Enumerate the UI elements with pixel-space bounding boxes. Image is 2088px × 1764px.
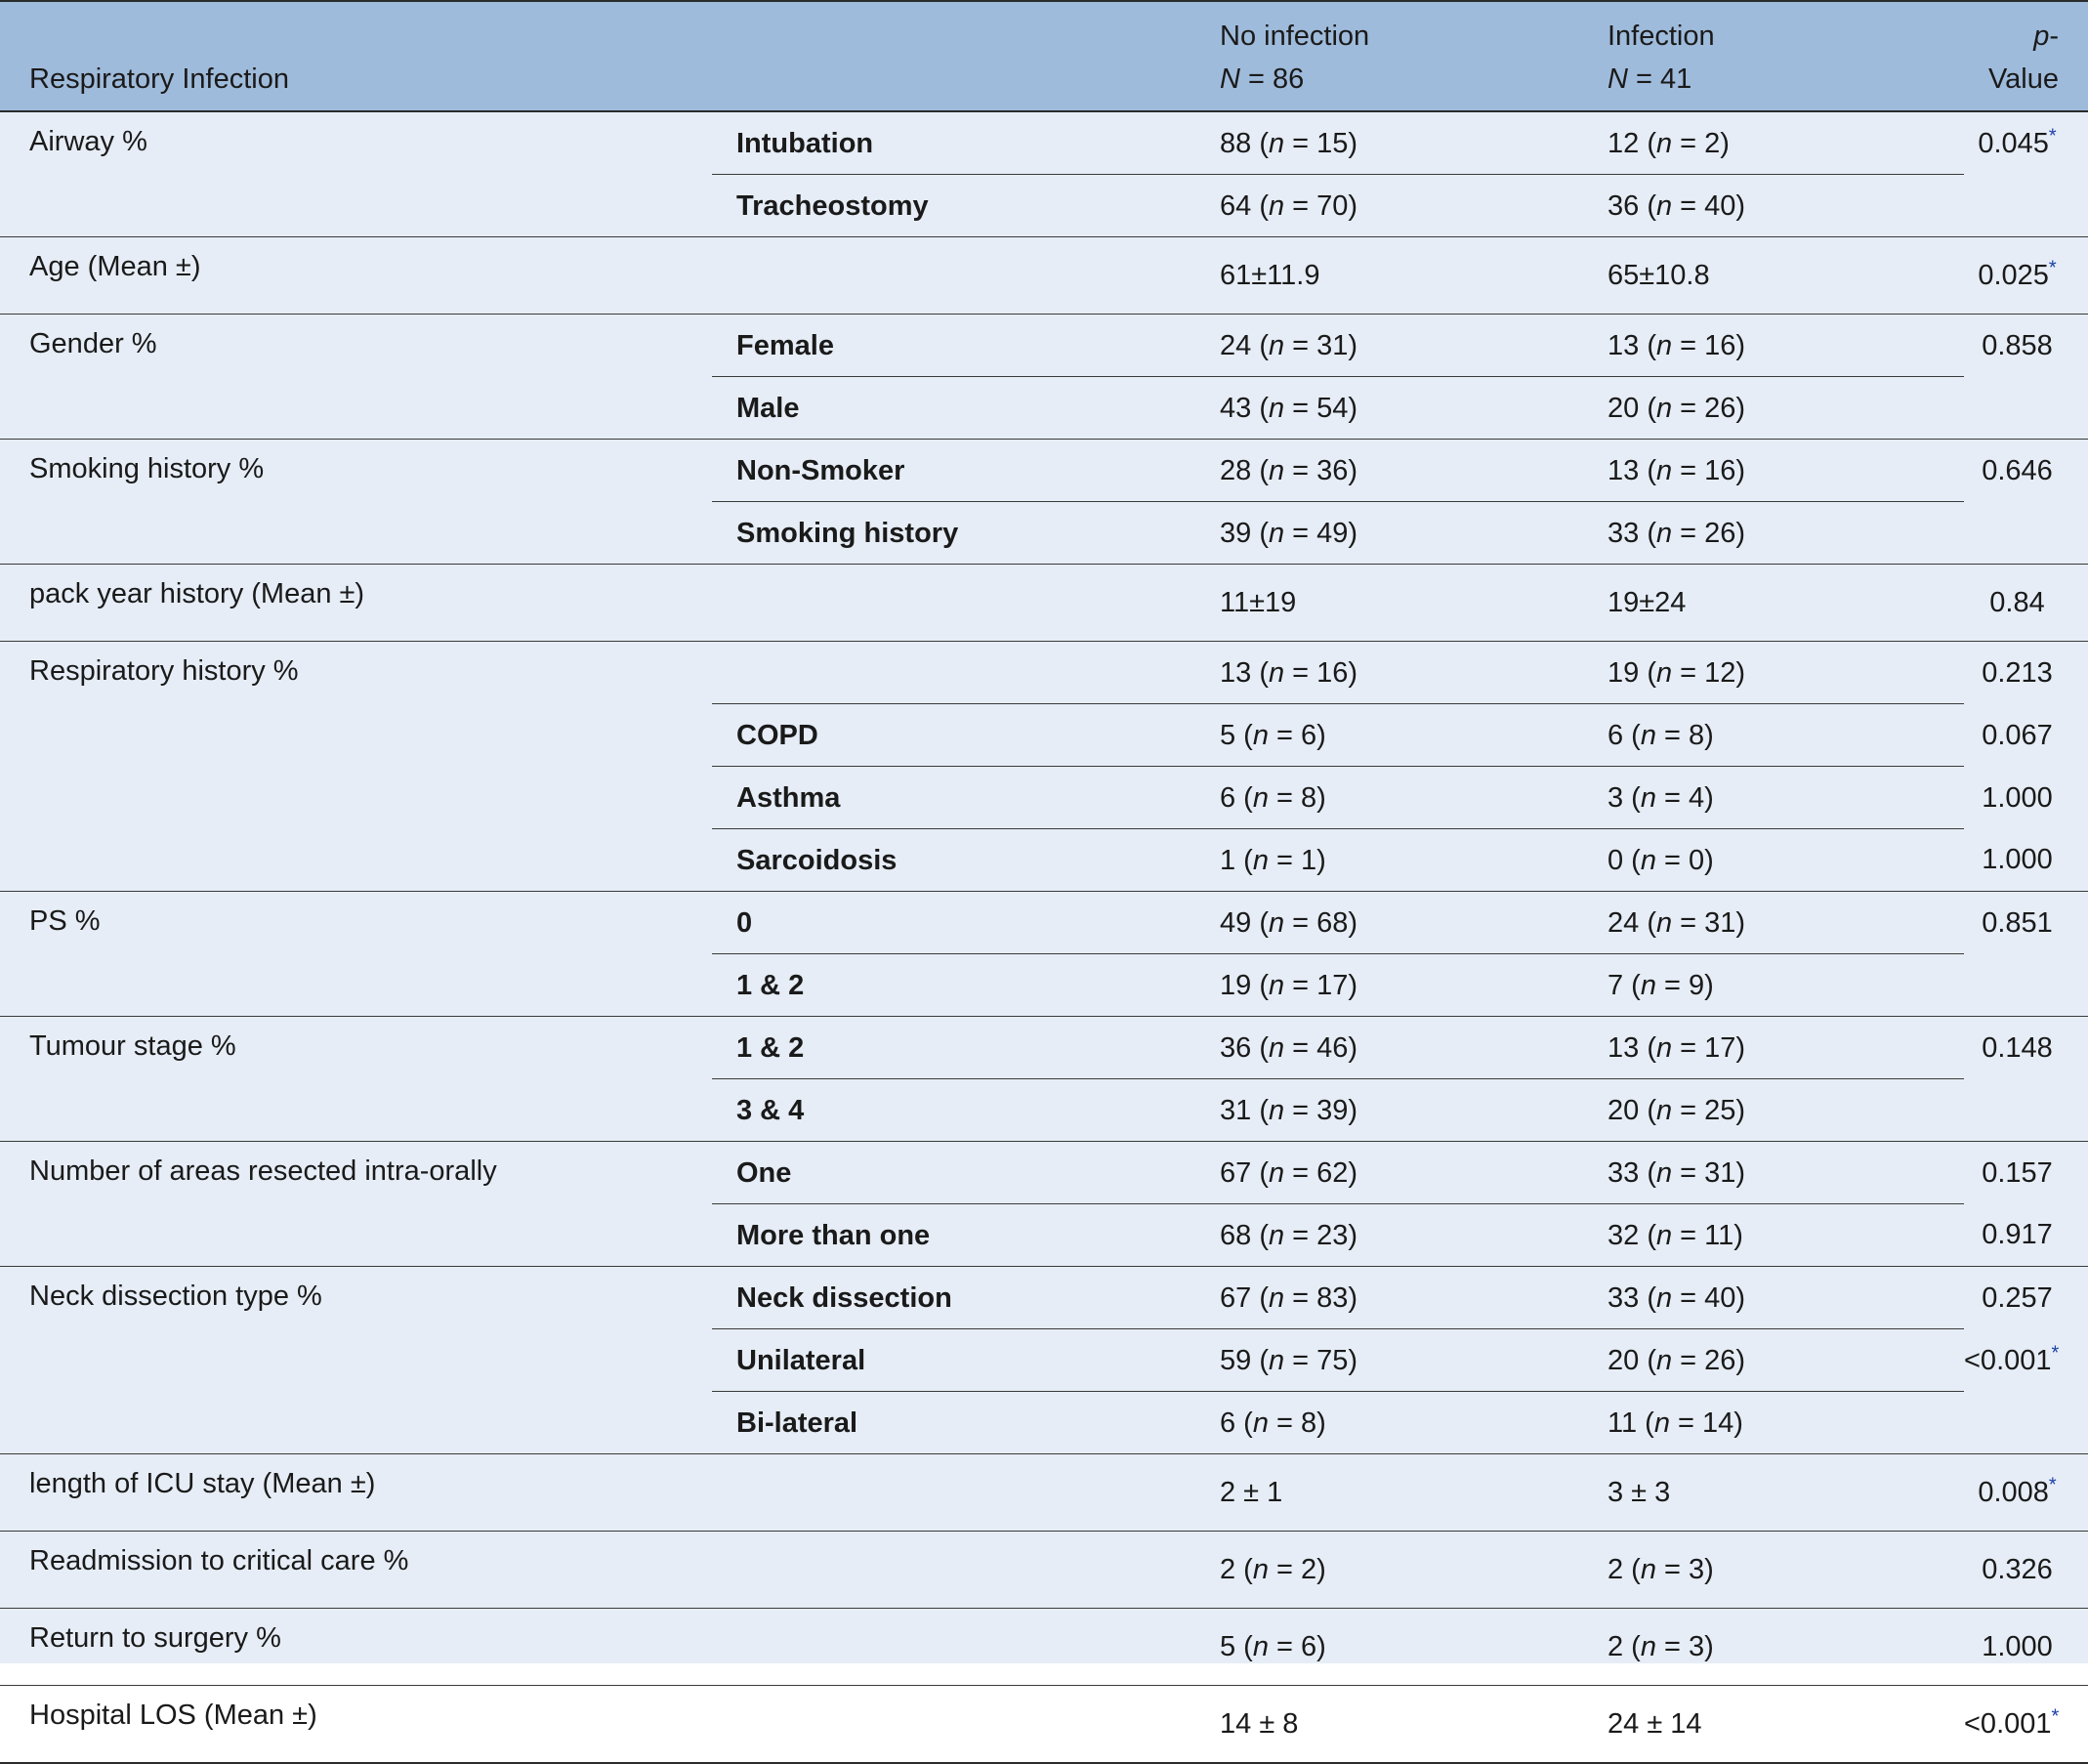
row-subcategory: Unilateral	[712, 1329, 1190, 1392]
header-subcategory	[712, 1, 1190, 111]
cell-no-infection: 59 (n = 75)	[1190, 1329, 1578, 1392]
p-value-number: 0.025	[1978, 260, 2049, 291]
cell-no-infection: 19 (n = 17)	[1190, 954, 1578, 1017]
significance-marker[interactable]: *	[2051, 1341, 2060, 1364]
row-subcategory: Neck dissection	[712, 1267, 1190, 1329]
cell-infection: 33 (n = 26)	[1578, 502, 1964, 565]
p-value-number: 0.257	[1982, 1281, 2053, 1314]
header-p-value	[1964, 1, 2088, 111]
row-subcategory	[712, 1609, 1190, 1686]
p-value-number: 0.008	[1978, 1477, 2049, 1508]
row-subcategory: Sarcoidosis	[712, 829, 1190, 892]
header-p-value-prefix: p	[2033, 21, 2050, 52]
row-subcategory: Bi-lateral	[712, 1392, 1190, 1454]
row-label: Hospital LOS (Mean ±)	[0, 1686, 712, 1764]
p-value-text	[1976, 588, 2059, 617]
cell-no-infection: 88 (n = 15)	[1190, 111, 1578, 175]
n-symbol: n	[1252, 1407, 1269, 1439]
p-value-text	[1976, 970, 2059, 999]
row-subcategory	[712, 565, 1190, 642]
cell-infection: 32 (n = 11)	[1578, 1204, 1964, 1267]
p-value-text	[1976, 331, 2059, 360]
cell-no-infection: 31 (n = 39)	[1190, 1079, 1578, 1142]
cell-p-value	[1964, 175, 2088, 237]
row-subcategory	[712, 1454, 1190, 1532]
cell-infection: 7 (n = 9)	[1578, 954, 1964, 1017]
p-value-number: 0.917	[1982, 1219, 2053, 1251]
n-symbol: n	[1252, 719, 1269, 751]
n-symbol: n	[1640, 1631, 1656, 1662]
cell-infection: 33 (n = 40)	[1578, 1267, 1964, 1329]
n-symbol: n	[1268, 454, 1285, 486]
row-label: Number of areas resected intra-orally	[0, 1142, 712, 1267]
n-symbol: n	[1268, 517, 1285, 549]
n-symbol: n	[1640, 844, 1656, 876]
cell-p-value	[1964, 1686, 2088, 1764]
cell-no-infection: 61±11.9	[1190, 237, 1578, 315]
header-infection-label: Infection	[1608, 21, 1715, 52]
cell-no-infection: 43 (n = 54)	[1190, 377, 1578, 440]
p-value-text	[1976, 456, 2059, 485]
significance-marker[interactable]: *	[2048, 125, 2057, 147]
table-header	[0, 1, 2088, 111]
n-symbol: n	[1268, 1281, 1285, 1314]
row-label: Neck dissection type %	[0, 1267, 712, 1454]
row-subcategory: 1 & 2	[712, 1017, 1190, 1079]
p-value-text	[1976, 393, 2059, 422]
cell-infection: 20 (n = 25)	[1578, 1079, 1964, 1142]
cell-infection: 33 (n = 31)	[1578, 1142, 1964, 1204]
row-subcategory: Male	[712, 377, 1190, 440]
p-value-text	[1976, 1158, 2059, 1188]
n-symbol: n	[1640, 1554, 1656, 1585]
cell-p-value	[1964, 1079, 2088, 1142]
table-row	[0, 1454, 2088, 1532]
cell-p-value	[1964, 1392, 2088, 1454]
n-symbol: n	[1655, 906, 1673, 939]
table-row	[0, 565, 2088, 642]
p-value-text	[1976, 1632, 2059, 1661]
row-label: PS %	[0, 892, 712, 1017]
table-row	[0, 1532, 2088, 1609]
p-value-number: 0.326	[1982, 1554, 2053, 1585]
row-subcategory	[712, 1686, 1190, 1764]
header-no-infection-label: No infection	[1220, 21, 1370, 52]
cell-infection: 2 (n = 3)	[1578, 1609, 1964, 1686]
table-row	[0, 892, 2088, 954]
table-row	[0, 237, 2088, 315]
p-value-number: 1.000	[1982, 1631, 2053, 1662]
cell-no-infection: 36 (n = 46)	[1190, 1017, 1578, 1079]
n-symbol: n	[1268, 1094, 1285, 1126]
p-value-text	[1976, 190, 2059, 220]
row-subcategory: One	[712, 1142, 1190, 1204]
p-value-text	[1976, 518, 2059, 547]
table-row	[0, 1017, 2088, 1079]
p-value-text	[1964, 1341, 2060, 1376]
cell-p-value	[1964, 1609, 2088, 1686]
cell-infection: 3 ± 3	[1578, 1454, 1964, 1532]
header-no-infection-n	[1220, 58, 1578, 101]
cell-infection: 65±10.8	[1578, 237, 1964, 315]
n-symbol: n	[1252, 844, 1269, 876]
cell-p-value	[1964, 1204, 2088, 1267]
table-row	[0, 1267, 2088, 1329]
n-symbol: n	[1655, 517, 1673, 549]
p-value-text	[1976, 1407, 2059, 1437]
p-value-number: 0.851	[1982, 906, 2053, 939]
n-symbol: n	[1268, 906, 1285, 939]
n-symbol: n	[1655, 1156, 1673, 1189]
cell-no-infection: 14 ± 8	[1190, 1686, 1578, 1764]
cell-infection: 0 (n = 0)	[1578, 829, 1964, 892]
p-value-text	[1976, 908, 2059, 938]
significance-marker[interactable]: *	[2048, 257, 2057, 279]
row-subcategory: Smoking history	[712, 502, 1190, 565]
cell-infection: 20 (n = 26)	[1578, 377, 1964, 440]
p-value-text	[1976, 845, 2059, 874]
n-symbol: n	[1655, 454, 1673, 486]
header-no-infection-n-symbol: N	[1220, 63, 1240, 95]
n-symbol: n	[1252, 1631, 1269, 1662]
p-value-number: 0.067	[1982, 719, 2053, 751]
cell-p-value	[1964, 111, 2088, 175]
cell-p-value	[1964, 377, 2088, 440]
p-value-number: <0.001	[1964, 1344, 2052, 1376]
header-infection-n	[1608, 58, 1964, 101]
cell-p-value	[1964, 1454, 2088, 1532]
cell-infection: 11 (n = 14)	[1578, 1392, 1964, 1454]
cell-p-value	[1964, 1267, 2088, 1329]
row-label: pack year history (Mean ±)	[0, 565, 712, 642]
cell-p-value	[1964, 1142, 2088, 1204]
table-row	[0, 642, 2088, 704]
n-symbol: n	[1268, 1031, 1285, 1064]
cell-infection: 2 (n = 3)	[1578, 1532, 1964, 1609]
table-row	[0, 440, 2088, 502]
cell-infection: 13 (n = 16)	[1578, 440, 1964, 502]
row-subcategory: 3 & 4	[712, 1079, 1190, 1142]
row-subcategory: Female	[712, 315, 1190, 377]
significance-marker[interactable]: *	[2048, 1474, 2057, 1496]
p-value-text	[1976, 1474, 2059, 1508]
cell-p-value	[1964, 440, 2088, 502]
cell-infection: 13 (n = 17)	[1578, 1017, 1964, 1079]
cell-infection: 20 (n = 26)	[1578, 1329, 1964, 1392]
header-row	[0, 1, 2088, 111]
n-symbol: n	[1640, 719, 1656, 751]
cell-infection: 19±24	[1578, 565, 1964, 642]
cell-no-infection: 13 (n = 16)	[1190, 642, 1578, 704]
n-symbol: n	[1252, 1554, 1269, 1585]
table-row	[0, 1686, 2088, 1764]
p-value-number: 0.858	[1982, 329, 2053, 361]
row-subcategory	[712, 642, 1190, 704]
n-symbol: n	[1655, 656, 1673, 689]
p-value-number: 0.148	[1982, 1031, 2053, 1064]
cell-infection: 12 (n = 2)	[1578, 111, 1964, 175]
table-body	[0, 111, 2088, 1763]
cell-infection: 6 (n = 8)	[1578, 704, 1964, 767]
cell-infection: 24 (n = 31)	[1578, 892, 1964, 954]
p-value-text	[1976, 658, 2059, 688]
cell-p-value	[1964, 1329, 2088, 1392]
header-infection	[1578, 1, 1964, 111]
p-value-text	[1976, 1033, 2059, 1063]
cell-no-infection: 67 (n = 62)	[1190, 1142, 1578, 1204]
cell-p-value	[1964, 1532, 2088, 1609]
row-subcategory	[712, 237, 1190, 315]
row-label: Readmission to critical care %	[0, 1532, 712, 1609]
p-value-number: 0.045	[1978, 127, 2049, 159]
row-subcategory: More than one	[712, 1204, 1190, 1267]
row-label: Airway %	[0, 111, 712, 237]
cell-infection: 36 (n = 40)	[1578, 175, 1964, 237]
cell-p-value	[1964, 315, 2088, 377]
row-subcategory: Asthma	[712, 767, 1190, 829]
p-value-text	[1976, 783, 2059, 813]
row-label: Respiratory history %	[0, 642, 712, 892]
cell-infection: 3 (n = 4)	[1578, 767, 1964, 829]
p-value-text	[1976, 1555, 2059, 1584]
cell-infection: 24 ± 14	[1578, 1686, 1964, 1764]
cell-p-value	[1964, 954, 2088, 1017]
n-symbol: n	[1655, 329, 1673, 361]
row-label: length of ICU stay (Mean ±)	[0, 1454, 712, 1532]
p-value-text	[1976, 257, 2059, 291]
cell-p-value	[1964, 565, 2088, 642]
n-symbol: n	[1268, 1156, 1285, 1189]
p-value-number: <0.001	[1964, 1708, 2052, 1740]
cell-p-value	[1964, 237, 2088, 315]
row-label: Return to surgery %	[0, 1609, 712, 1686]
p-value-number: 0.84	[1989, 587, 2045, 618]
row-label: Age (Mean ±)	[0, 237, 712, 315]
n-symbol: n	[1655, 189, 1673, 222]
row-subcategory: Intubation	[712, 111, 1190, 175]
n-symbol: n	[1252, 781, 1269, 814]
header-p-value-suffix: -Value	[1987, 21, 2059, 95]
table-row	[0, 1142, 2088, 1204]
cell-no-infection: 6 (n = 8)	[1190, 767, 1578, 829]
row-label: Smoking history %	[0, 440, 712, 565]
header-infection-n-value: = 41	[1627, 63, 1692, 95]
p-value-text	[1976, 125, 2059, 159]
n-symbol: n	[1655, 1219, 1673, 1251]
cell-no-infection: 6 (n = 8)	[1190, 1392, 1578, 1454]
n-symbol: n	[1653, 1407, 1670, 1439]
row-subcategory: 0	[712, 892, 1190, 954]
cell-no-infection: 67 (n = 83)	[1190, 1267, 1578, 1329]
cell-p-value	[1964, 892, 2088, 954]
p-value-text	[1964, 1705, 2060, 1740]
n-symbol: n	[1655, 1094, 1673, 1126]
p-value-text	[1976, 721, 2059, 750]
cell-p-value	[1964, 829, 2088, 892]
n-symbol: n	[1655, 392, 1673, 424]
cell-no-infection: 39 (n = 49)	[1190, 502, 1578, 565]
n-symbol: n	[1655, 1031, 1673, 1064]
row-label: Tumour stage %	[0, 1017, 712, 1142]
header-no-infection-n-value: = 86	[1239, 63, 1305, 95]
cell-no-infection: 5 (n = 6)	[1190, 704, 1578, 767]
n-symbol: n	[1268, 969, 1285, 1001]
cell-no-infection: 2 ± 1	[1190, 1454, 1578, 1532]
cell-no-infection: 64 (n = 70)	[1190, 175, 1578, 237]
table-row	[0, 1609, 2088, 1686]
n-symbol: n	[1268, 127, 1285, 159]
p-value-text	[1976, 1095, 2059, 1124]
table-row	[0, 111, 2088, 175]
p-value-text	[1976, 1220, 2059, 1249]
n-symbol: n	[1268, 656, 1285, 689]
p-value-text	[1976, 1283, 2059, 1313]
p-value-number: 1.000	[1982, 781, 2053, 814]
p-value-number: 0.157	[1982, 1156, 2053, 1189]
cell-infection: 13 (n = 16)	[1578, 315, 1964, 377]
cell-no-infection: 11±19	[1190, 565, 1578, 642]
n-symbol: n	[1268, 1344, 1285, 1376]
cell-no-infection: 2 (n = 2)	[1190, 1532, 1578, 1609]
table-row	[0, 315, 2088, 377]
header-respiratory-infection: Respiratory Infection	[0, 1, 712, 111]
n-symbol: n	[1640, 969, 1656, 1001]
cell-infection: 19 (n = 12)	[1578, 642, 1964, 704]
significance-marker[interactable]: *	[2051, 1705, 2060, 1728]
cell-no-infection: 68 (n = 23)	[1190, 1204, 1578, 1267]
n-symbol: n	[1655, 127, 1673, 159]
row-subcategory: Tracheostomy	[712, 175, 1190, 237]
n-symbol: n	[1268, 1219, 1285, 1251]
cell-p-value	[1964, 1017, 2088, 1079]
cell-p-value	[1964, 767, 2088, 829]
n-symbol: n	[1655, 1281, 1673, 1314]
row-subcategory: Non-Smoker	[712, 440, 1190, 502]
cell-no-infection: 24 (n = 31)	[1190, 315, 1578, 377]
row-subcategory: 1 & 2	[712, 954, 1190, 1017]
cell-p-value	[1964, 704, 2088, 767]
cell-no-infection: 49 (n = 68)	[1190, 892, 1578, 954]
header-infection-n-symbol: N	[1608, 63, 1628, 95]
cell-p-value	[1964, 502, 2088, 565]
n-symbol: n	[1268, 392, 1285, 424]
cell-no-infection: 5 (n = 6)	[1190, 1609, 1578, 1686]
cell-no-infection: 28 (n = 36)	[1190, 440, 1578, 502]
p-value-number: 0.213	[1982, 656, 2053, 689]
n-symbol: n	[1640, 781, 1656, 814]
row-label: Gender %	[0, 315, 712, 440]
n-symbol: n	[1655, 1344, 1673, 1376]
p-value-number: 0.646	[1982, 454, 2053, 486]
p-value-number: 1.000	[1982, 844, 2053, 876]
row-subcategory: COPD	[712, 704, 1190, 767]
n-symbol: n	[1268, 329, 1285, 361]
header-no-infection	[1190, 1, 1578, 111]
cell-no-infection: 1 (n = 1)	[1190, 829, 1578, 892]
row-subcategory	[712, 1532, 1190, 1609]
cell-p-value	[1964, 642, 2088, 704]
n-symbol: n	[1268, 189, 1285, 222]
